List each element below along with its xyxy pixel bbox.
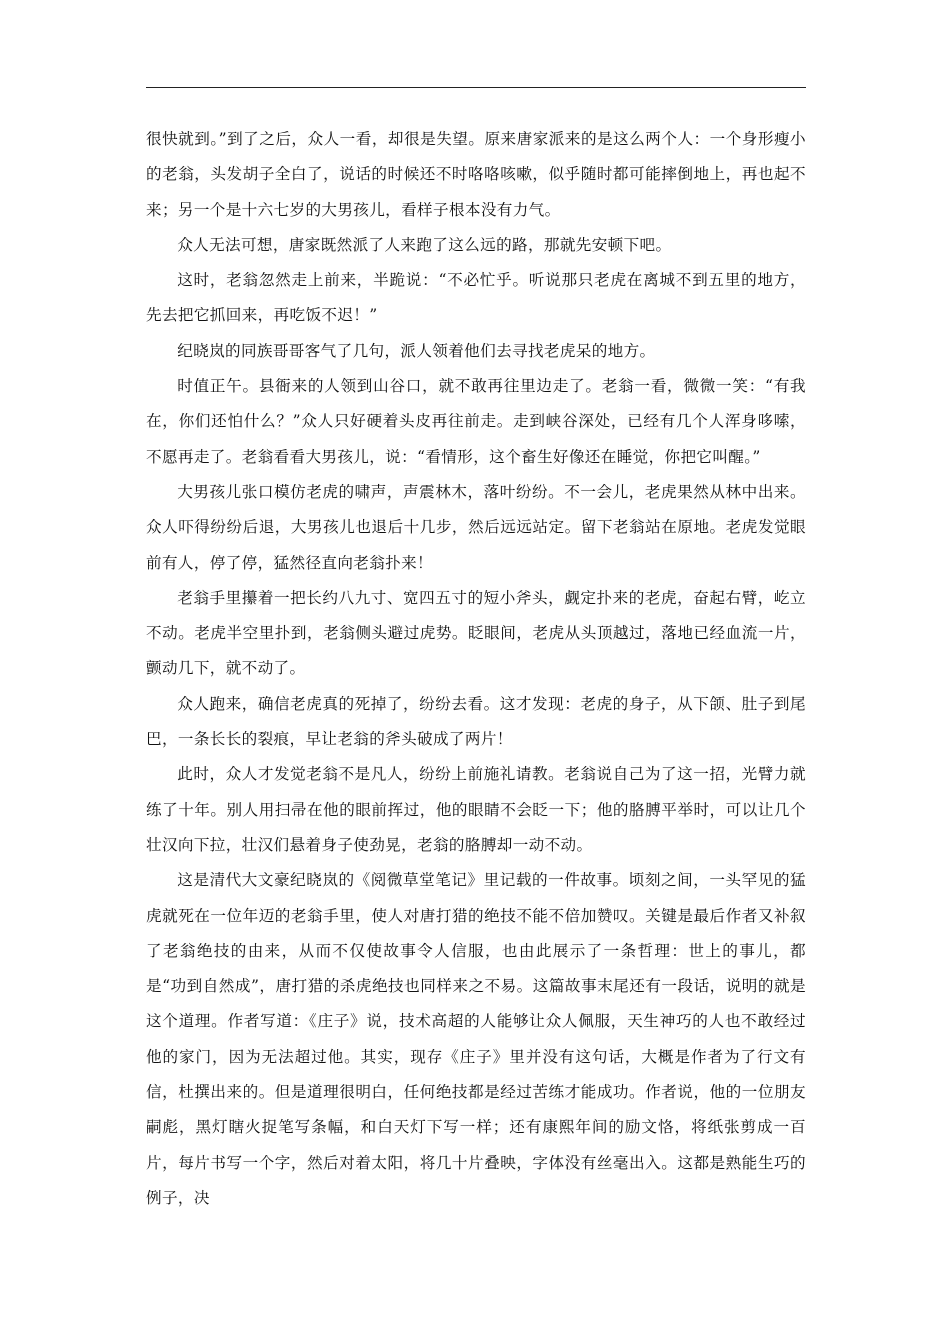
paragraph: 大男孩儿张口模仿老虎的啸声，声震林木，落叶纷纷。不一会儿，老虎果然从林中出来。众人吓得纷纷后退，大男孩儿也退后十几步，然后远远站定。留下老翁站在原地。老虎发觉眼前有人，停了停，猛然径直向老翁扑来！ [146,482,806,572]
paragraph: 这是清代大文豪纪晓岚的《阅微草堂笔记》里记载的一件故事。顷刻之间，一头罕见的猛虎就死在一位年迈的老翁手里，使人对唐打猎的绝技不能不倍加赞叹。关键是最后作者又补叙了老翁绝技的由来，从而不仅使故事令人信服，也由此展示了一条哲理：世上的事儿，都是“功到自然成”，唐打猎的杀虎绝技也同样来之不易。这篇故事末尾还有一段话，说明的就是这个道理。作者写道：《庄子》说，技术高超的人能够让众人佩服，天生神巧的人也不敢经过他的家门，因为无法超过他。其实，现存《庄子》里并没有这句话，大概是作者为了行文有信，杜撰出来的。但是道理很明白，任何绝技都是经过苦练才能成功。作者说，他的一位朋友嗣彪，黑灯瞎火捉笔写条幅，和白天灯下写一样；还有康熙年间的励文恪，将纸张剪成一百片，每片书写一个字，然后对着太阳，将几十片叠映，字体没有丝毫出入。这都是熟能生巧的例子，决 [146,871,806,1207]
header-rule [146,87,806,88]
paragraph: 众人无法可想，唐家既然派了人来跑了这么远的路，那就先安顿下吧。 [177,235,672,254]
paragraph: 老翁手里攥着一把长约八九寸、宽四五寸的短小斧头，觑定扑来的老虎，奋起右臂，屹立不动。老虎半空里扑到，老翁侧头避过虎势。眨眼间，老虎从头顶越过，落地已经血流一片，颤动几下，就不动了。 [146,588,806,678]
paragraph: 纪晓岚的同族哥哥客气了几句，派人领着他们去寻找老虎呆的地方。 [177,341,656,360]
paragraph: 时值正午。县衙来的人领到山谷口，就不敢再往里边走了。老翁一看，微微一笑：“有我在，你们还怕什么？”众人只好硬着头皮再往前走。走到峡谷深处，已经有几个人浑身哆嗦，不愿再走了。老翁看看大男孩儿，说：“看情形，这个畜生好像还在睡觉，你把它叫醒。” [146,377,806,466]
document-body [146,122,806,1216]
paragraph: 众人跑来，确信老虎真的死掉了，纷纷去看。这才发现：老虎的身子，从下颌、肚子到尾巴，一条长长的裂痕，早让老翁的斧头破成了两片！ [146,694,806,749]
paragraph: 此时，众人才发觉老翁不是凡人，纷纷上前施礼请教。老翁说自己为了这一招，光臂力就练了十年。别人用扫帚在他的眼前挥过，他的眼睛不会眨一下；他的胳膊平举时，可以让几个壮汉向下拉，壮汉们悬着身子使劲晃，老翁的胳膊却一动不动。 [146,765,806,854]
paragraph: 这时，老翁忽然走上前来，半跪说：“不必忙乎。听说那只老虎在离城不到五里的地方，先去把它抓回来，再吃饭不迟！” [146,271,806,325]
paragraph-continued: 很快就到。”到了之后，众人一看，却很是失望。原来唐家派来的是这么两个人：一个身形瘦小的老翁，头发胡子全白了，说话的时候还不时咯咯咳嗽，似乎随时都可能摔倒地上，再也起不来；另一个是十六七岁的大男孩儿，看样子根本没有力气。 [146,130,806,219]
